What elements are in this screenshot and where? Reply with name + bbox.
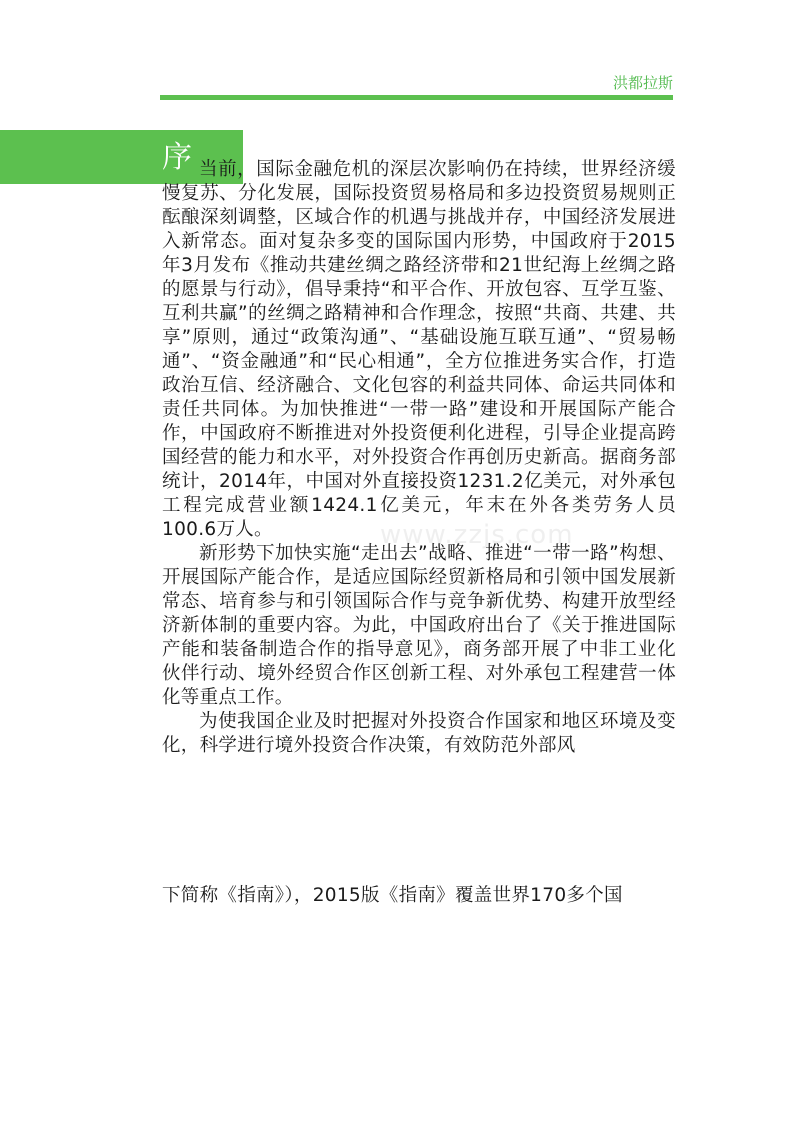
paragraph: 新形势下加快实施“走出去”战略、推进“一带一路”构想、开展国际产能合作，是适应国际经贸新格局和引领中国发展新常态、培育参与和引领国际合作与竞争新优势、构建开放型经济新体制的重要内容。为此，中国政府出台了《关于推进国际产能和装备制造合作的指导意见》，商务部开展了中非工业化伙伴行动、境外经贸合作区创新工程、对外承包工程建营一体化等重点工作。 xyxy=(162,543,676,708)
paragraph: 当前，国际金融危机的深层次影响仍在持续，世界经济缓慢复苏、分化发展，国际投资贸易格局和多边投资贸易规则正酝酿深刻调整，区域合作的机遇与挑战并存，中国经济发展进入新常态。面对复杂多变的国际国内形势，中国政府于2015年3月发布《推动共建丝绸之路经济带和21世纪海上丝绸之路的愿景与行动》，倡导秉持“和平合作、开放包容、互学互鉴、互利共赢”的丝绸之路精神和合作理念，按照“共商、共建、共享”原则，通过“政策沟通”、“基础设施互联互通”、“贸易畅通”、“资金融通”和“民心相通”，全方位推进务实合作，打造政治互信、经济融合、文化包容的利益共同体、命运共同体和责任共同体。为加快推进“一带一路”建设和开展国际产能合作，中国政府不断推进对外投资便利化进程，引导企业提高跨国经营的能力和水平，对外投资合作再创历史新高。据商务部统计，2014年，中国对外直接投资1231.2亿美元，对外承包工程完成营业额1424.1亿美元，年末在外各类劳务人员100.6万人。 xyxy=(162,159,676,540)
header-divider xyxy=(160,95,673,100)
body-text xyxy=(162,158,676,758)
paragraph: 为使我国企业及时把握对外投资合作国家和地区环境及变化，科学进行境外投资合作决策，有效防范外部风 xyxy=(162,711,676,756)
running-header-title: 洪都拉斯 xyxy=(612,74,673,92)
watermark-text: www.zzjs.com xyxy=(380,520,574,550)
section-title: 序 xyxy=(162,140,192,175)
continued-line: 下简称《指南》），2015版《指南》覆盖世界170多个国 xyxy=(162,885,623,906)
